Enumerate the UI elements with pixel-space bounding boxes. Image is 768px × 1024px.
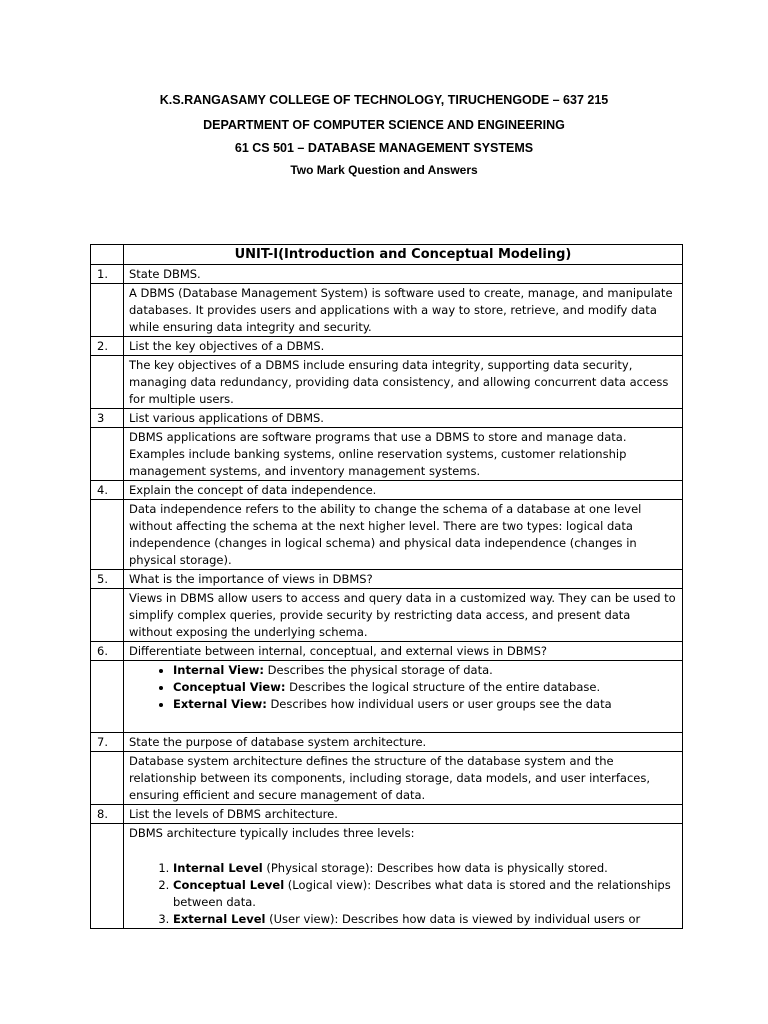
question-text: List various applications of DBMS. xyxy=(124,409,683,428)
level-desc: (Physical storage): Describes how data is physically stored. xyxy=(262,861,608,875)
question-row xyxy=(91,265,683,284)
list-item xyxy=(173,877,677,911)
view-desc: Describes the logical structure of the entire database. xyxy=(285,680,601,694)
answer-text: The key objectives of a DBMS include ensuring data integrity, supporting data security, managing data redundancy, providing data consistency, and allowing concurrent data access for multiple users. xyxy=(124,356,683,409)
question-row xyxy=(91,570,683,589)
answer-text: Data independence refers to the ability to change the schema of a database at one level without affecting the schema at the next higher level. There are two types: logical data independence (changes in logical schema) and physical data independence (changes in physical storage). xyxy=(124,500,683,570)
answer-row xyxy=(91,500,683,570)
question-number: 7. xyxy=(91,733,124,752)
level-term: Internal Level xyxy=(173,861,263,875)
views-list xyxy=(129,662,677,713)
question-row xyxy=(91,337,683,356)
unit-num-cell xyxy=(91,245,124,265)
level-desc: (User view): Describes how data is viewed by individual users or xyxy=(265,912,641,926)
list-item xyxy=(173,679,677,696)
question-row xyxy=(91,642,683,661)
question-number: 2. xyxy=(91,337,124,356)
view-desc: Describes how individual users or user groups see the data xyxy=(266,697,612,711)
list-item xyxy=(173,911,677,928)
answer-row xyxy=(91,824,683,929)
list-item xyxy=(173,860,677,877)
question-text: What is the importance of views in DBMS? xyxy=(124,570,683,589)
answer-row xyxy=(91,752,683,805)
answer-row xyxy=(91,589,683,642)
view-term: Conceptual View: xyxy=(173,680,286,694)
list-item xyxy=(173,696,677,713)
answer-row xyxy=(91,356,683,409)
department-name: DEPARTMENT OF COMPUTER SCIENCE AND ENGINEERING xyxy=(203,118,565,132)
question-text: Differentiate between internal, conceptual, and external views in DBMS? xyxy=(124,642,683,661)
levels-answer xyxy=(124,824,683,929)
answer-row xyxy=(91,284,683,337)
level-term: Conceptual Level xyxy=(173,878,285,892)
question-text: State DBMS. xyxy=(124,265,683,284)
answer-row xyxy=(91,428,683,481)
levels-intro: DBMS architecture typically includes three levels: xyxy=(129,826,415,840)
course-title: 61 CS 501 – DATABASE MANAGEMENT SYSTEMS xyxy=(234,141,534,155)
unit-header-row xyxy=(91,245,683,265)
question-row xyxy=(91,805,683,824)
question-number: 4. xyxy=(91,481,124,500)
level-term: External Level xyxy=(173,912,266,926)
unit-title: UNIT-I(Introduction and Conceptual Modeling) xyxy=(124,245,683,265)
view-term: Internal View: xyxy=(173,663,264,677)
question-number: 6. xyxy=(91,642,124,661)
question-number: 5. xyxy=(91,570,124,589)
answer-text: Database system architecture defines the structure of the database system and the relationship between its components, including storage, data models, and user interfaces, ensuring efficient and secure management of data. xyxy=(124,752,683,805)
question-number: 8. xyxy=(91,805,124,824)
view-term: External View: xyxy=(173,697,267,711)
level-desc: (Logical view): Describes what data is stored and the relationships between data. xyxy=(173,878,671,909)
question-number: 3 xyxy=(91,409,124,428)
views-answer xyxy=(124,661,683,733)
answer-text: DBMS applications are software programs that use a DBMS to store and manage data. Examples include banking systems, online reservation systems, customer relationship management systems, and inventory management systems. xyxy=(124,428,683,481)
levels-list xyxy=(129,860,677,928)
document-subtitle: Two Mark Question and Answers xyxy=(290,163,478,177)
qa-table xyxy=(90,244,683,929)
question-row xyxy=(91,733,683,752)
question-text: Explain the concept of data independence. xyxy=(124,481,683,500)
answer-row xyxy=(91,661,683,733)
college-name: K.S.RANGASAMY COLLEGE OF TECHNOLOGY, TIRUCHENGODE – 637 215 xyxy=(159,93,609,107)
list-item xyxy=(173,662,677,679)
question-text: State the purpose of database system architecture. xyxy=(124,733,683,752)
question-row xyxy=(91,481,683,500)
view-desc: Describes the physical storage of data. xyxy=(264,663,493,677)
question-row xyxy=(91,409,683,428)
question-text: List the key objectives of a DBMS. xyxy=(124,337,683,356)
question-number: 1. xyxy=(91,265,124,284)
answer-text: Views in DBMS allow users to access and query data in a customized way. They can be used to simplify complex queries, provide security by restricting data access, and present data without exposing the underlying schema. xyxy=(124,589,683,642)
question-text: List the levels of DBMS architecture. xyxy=(124,805,683,824)
answer-text: A DBMS (Database Management System) is software used to create, manage, and manipulate databases. It provides users and applications with a way to store, retrieve, and modify data while ensuring data integrity and security. xyxy=(124,284,683,337)
